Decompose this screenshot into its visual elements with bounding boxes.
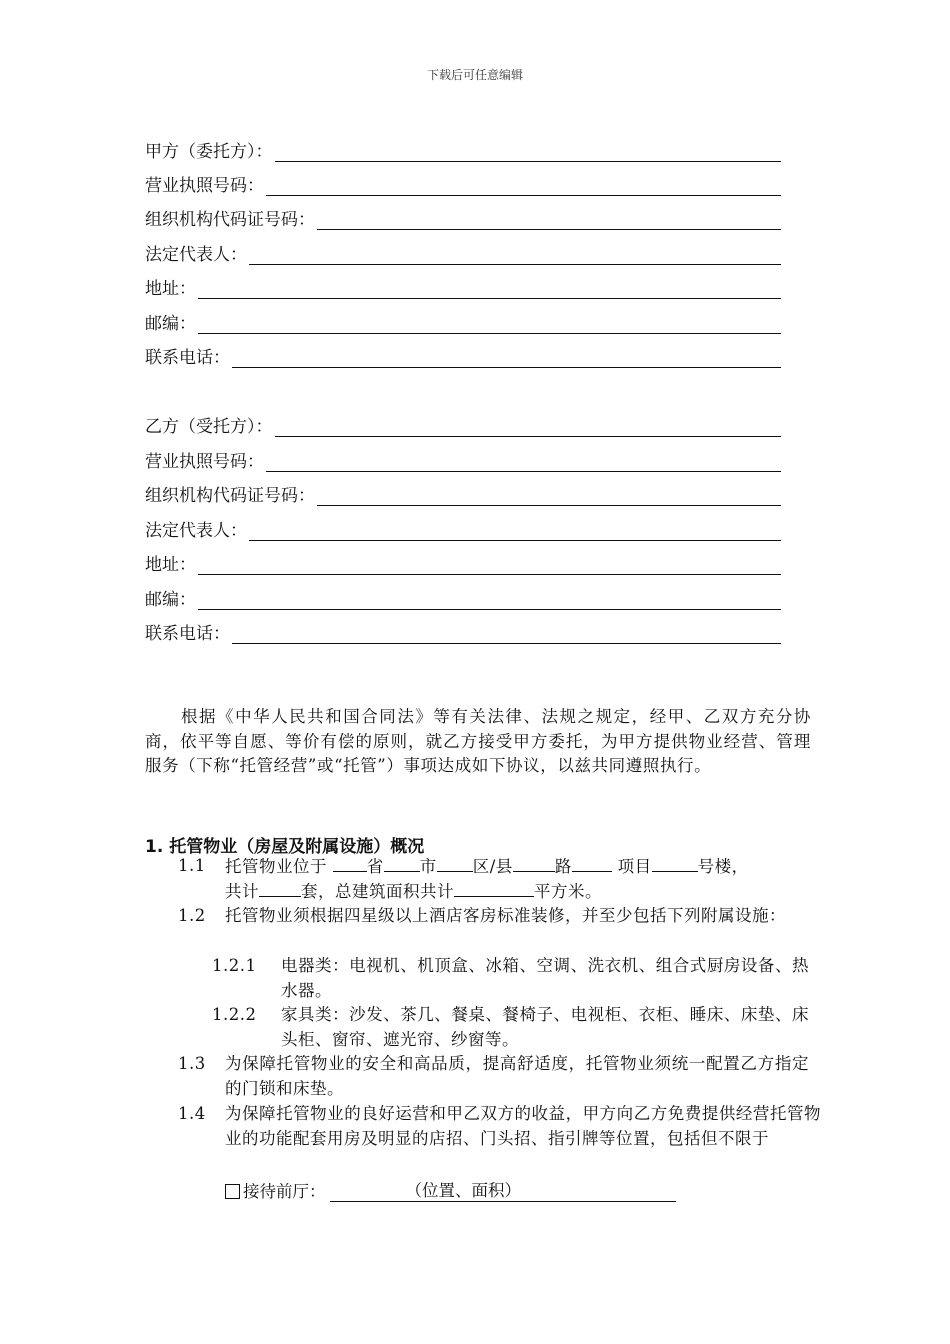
blank-line[interactable] [249, 522, 781, 541]
clause-1-3 [0, 1052, 950, 1102]
party-a-rep-field[interactable] [145, 241, 781, 265]
blank-line[interactable] [317, 211, 781, 230]
blank-line[interactable] [317, 487, 781, 506]
blank-line[interactable] [198, 591, 781, 610]
field-label: 邮编： [145, 314, 196, 334]
road-blank[interactable] [513, 854, 555, 872]
clause-1-1 [0, 854, 950, 904]
clause-1-2 [0, 904, 950, 954]
party-b-title-field[interactable] [145, 413, 781, 437]
party-a-title-field[interactable] [145, 138, 781, 162]
clause-1-2-1 [0, 954, 950, 1004]
field-label: 法定代表人： [145, 245, 247, 265]
clause-text: 市 [419, 857, 437, 876]
party-b-license-field[interactable] [145, 448, 781, 472]
field-label: 组织机构代码证号码： [145, 210, 315, 230]
field-label: 营业执照号码： [145, 176, 264, 196]
blank-hint: （位置、面积） [405, 1181, 521, 1200]
clause-number: 1.3 [178, 1054, 206, 1073]
building-blank[interactable] [652, 854, 698, 872]
reception-blank[interactable] [330, 1181, 676, 1202]
field-label: 联系电话： [145, 348, 230, 368]
city-blank[interactable] [384, 854, 420, 872]
field-label: 地址： [145, 279, 196, 299]
party-a-license-field[interactable] [145, 172, 781, 196]
blank-line[interactable] [232, 349, 781, 368]
blank-line[interactable] [198, 280, 781, 299]
clause-text: 省 [366, 857, 384, 876]
province-blank[interactable] [333, 854, 367, 872]
clause-1-1-line1 [225, 854, 825, 880]
party-a-phone-field[interactable] [145, 344, 781, 368]
party-b-orgcode-field[interactable] [145, 482, 781, 506]
clause-text: 号楼， [697, 857, 749, 876]
reception-checkbox-row[interactable] [225, 1178, 676, 1202]
clause-text: 平方米。 [534, 882, 602, 901]
blank-line[interactable] [275, 418, 782, 437]
district-blank[interactable] [437, 854, 473, 872]
clause-1-2-2 [0, 1003, 950, 1053]
clause-number: 1.2.1 [212, 956, 257, 975]
clause-text: 托管物业须根据四星级以上酒店客房标准装修，并至少包括下列附属设施： [225, 906, 786, 925]
clause-text: 为保障托管物业的良好运营和甲乙双方的收益，甲方向乙方免费提供经营托管物业的功能配套用房及明显的店招、门头招、指引牌等位置，包括但不限于 [225, 1104, 821, 1148]
clause-text: 区/县 [472, 857, 513, 876]
field-label: 乙方（受托方）： [145, 417, 273, 437]
clause-text: 家具类：沙发、茶几、餐桌、餐椅子、电视柜、衣柜、睡床、床垫、床头柜、窗帘、遮光帘、纱窗等。 [281, 1005, 809, 1049]
field-label: 法定代表人： [145, 521, 247, 541]
party-b-phone-field[interactable] [145, 620, 781, 644]
clause-1-1-line2 [225, 879, 825, 905]
blank-line[interactable] [249, 246, 781, 265]
clause-text: 路 [554, 857, 572, 876]
units-blank[interactable] [259, 879, 301, 897]
field-label: 组织机构代码证号码： [145, 486, 315, 506]
blank-line[interactable] [198, 556, 781, 575]
blank-line[interactable] [198, 315, 781, 334]
clause-number: 1.1 [178, 856, 206, 875]
party-a-postcode-field[interactable] [145, 310, 781, 334]
party-b-address-field[interactable] [145, 551, 781, 575]
clause-number: 1.2 [178, 906, 206, 925]
blank-line[interactable] [266, 453, 781, 472]
blank-line[interactable] [266, 177, 781, 196]
project-blank[interactable] [572, 854, 612, 872]
clause-1-4 [0, 1102, 950, 1177]
clause-text: 托管物业位于 [225, 857, 327, 876]
blank-line[interactable] [275, 143, 782, 162]
blank-line[interactable] [232, 625, 781, 644]
clause-text: 项目 [617, 857, 652, 876]
field-label: 联系电话： [145, 624, 230, 644]
clause-text: 为保障托管物业的安全和高品质，提高舒适度，托管物业须统一配置乙方指定的门锁和床垫。 [225, 1054, 809, 1098]
party-a-orgcode-field[interactable] [145, 206, 781, 230]
field-label: 甲方（委托方）： [145, 142, 273, 162]
clause-number: 1.4 [178, 1104, 206, 1123]
clause-text: 共计 [225, 882, 259, 901]
field-label: 地址： [145, 555, 196, 575]
checkbox[interactable] [225, 1184, 240, 1199]
checkbox-label: 接待前厅： [243, 1182, 326, 1201]
party-b-postcode-field[interactable] [145, 586, 781, 610]
clause-text: 电器类：电视机、机顶盒、冰箱、空调、洗衣机、组合式厨房设备、热水器。 [281, 956, 809, 1000]
area-blank[interactable] [454, 879, 534, 897]
party-a-address-field[interactable] [145, 275, 781, 299]
clause-text: 套，总建筑面积共计 [301, 882, 454, 901]
field-label: 邮编： [145, 590, 196, 610]
party-b-rep-field[interactable] [145, 517, 781, 541]
section-1-heading: 1. 托管物业（房屋及附属设施）概况 [145, 837, 425, 857]
field-label: 营业执照号码： [145, 452, 264, 472]
page-header: 下载后可任意编辑 [426, 68, 523, 82]
intro-paragraph: 根据《中华人民共和国合同法》等有关法律、法规之规定，经甲、乙双方充分协商，依平等自愿、等价有偿的原则，就乙方接受甲方委托，为甲方提供物业经营、管理服务（下称“托管经营”或“托管”）事项达成如下协议，以兹共同遵照执行。 [145, 707, 811, 775]
clause-number: 1.2.2 [212, 1005, 257, 1024]
